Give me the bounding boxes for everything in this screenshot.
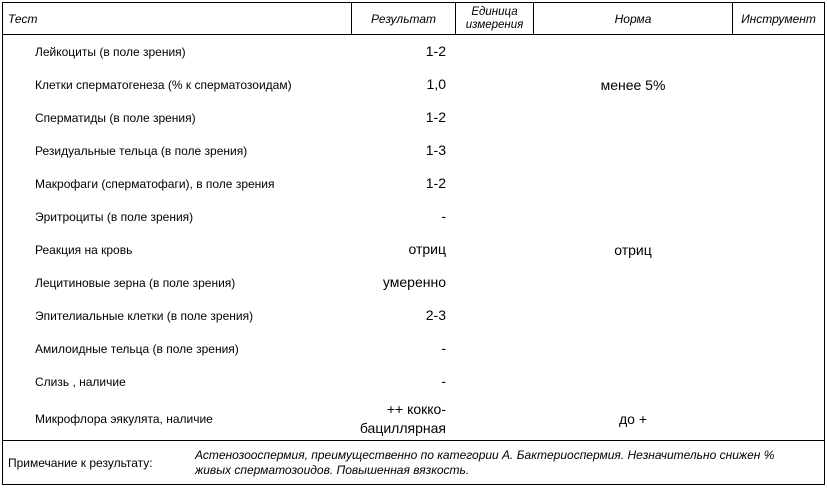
table-row — [3, 365, 824, 398]
test-norm — [533, 332, 733, 365]
test-norm — [533, 299, 733, 332]
test-norm — [533, 101, 733, 134]
test-result: 1,0 — [426, 76, 446, 92]
test-norm — [533, 365, 733, 398]
test-result: 1-2 — [425, 175, 446, 191]
test-name: Эритроциты (в поле зрения) — [35, 209, 194, 224]
test-result: - — [441, 340, 446, 356]
result-note — [2, 440, 825, 485]
header-unit-line2: измерения — [465, 18, 524, 31]
note-text-line2: живых сперматозоидов. Повышенная вязкость. — [195, 463, 470, 477]
test-result: - — [441, 373, 446, 389]
table-row — [3, 134, 824, 167]
test-norm: до + — [618, 411, 648, 427]
test-name: Лейкоциты (в поле зрения) — [35, 44, 186, 59]
header-instrument: Инструмент — [741, 11, 816, 26]
test-result: 1-2 — [425, 43, 446, 59]
table-row — [3, 332, 824, 365]
table-header — [2, 2, 825, 35]
table-row — [3, 35, 824, 68]
test-norm — [533, 200, 733, 233]
table-row — [3, 200, 824, 233]
test-result-line2: бациллярная — [359, 420, 446, 436]
header-unit-line1: Единица — [471, 5, 518, 18]
note-text-line1: Астенозооспермия, преимущественно по категории А. Бактериоспермия. Незначительно снижен % — [195, 448, 775, 462]
test-result — [353, 398, 446, 440]
test-name: Макрофаги (сперматофаги), в поле зрения — [35, 176, 275, 191]
header-result: Результат — [370, 11, 437, 26]
table-row — [3, 167, 824, 200]
test-name: Лецитиновые зерна (в поле зрения) — [35, 275, 236, 290]
header-norm: Норма — [614, 11, 652, 26]
test-norm: отриц — [614, 241, 652, 258]
test-name: Клетки сперматогенеза (% к сперматозоидам) — [35, 77, 292, 92]
table-body — [2, 35, 825, 440]
note-label: Примечание к результату: — [8, 455, 153, 470]
table-row — [3, 68, 824, 101]
test-name: Резидуальные тельца (в поле зрения) — [35, 143, 248, 158]
test-result: 2-3 — [425, 307, 446, 323]
test-result: - — [441, 208, 446, 224]
test-name: Амилоидные тельца (в поле зрения) — [35, 341, 239, 356]
header-test: Тест — [8, 11, 38, 26]
table-row — [3, 299, 824, 332]
test-norm — [533, 134, 733, 167]
table-row — [3, 398, 824, 440]
test-norm — [533, 266, 733, 299]
test-norm — [533, 35, 733, 68]
test-result-line1: ++ кокко- — [386, 401, 446, 417]
test-name: Слизь , наличие — [35, 374, 126, 389]
table-row — [3, 233, 824, 266]
table-row — [3, 266, 824, 299]
test-result: умеренно — [382, 274, 446, 290]
test-result: 1-3 — [425, 142, 446, 158]
test-name: Эпителиальные клетки (в поле зрения) — [35, 308, 254, 323]
test-name: Сперматиды (в поле зрения) — [35, 110, 196, 125]
table-row — [3, 101, 824, 134]
test-result: отриц — [408, 241, 446, 257]
test-norm: менее 5% — [600, 76, 666, 93]
test-name: Микрофлора эякулята, наличие — [35, 412, 213, 426]
test-result: 1-2 — [425, 109, 446, 125]
test-name: Реакция на кровь — [35, 242, 133, 257]
note-text — [195, 448, 820, 478]
header-unit — [456, 3, 533, 34]
test-norm — [533, 167, 733, 200]
